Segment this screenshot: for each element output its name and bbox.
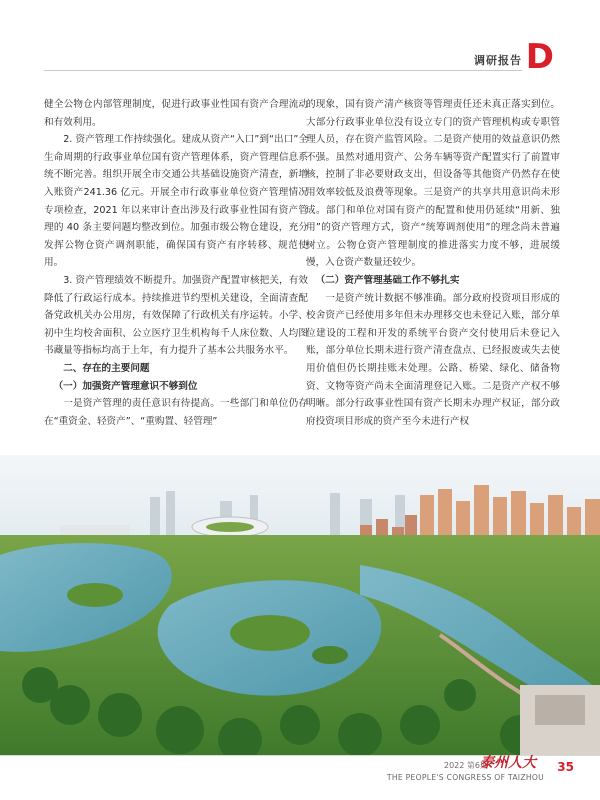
section-heading: 二、存在的主要问题: [63, 362, 150, 374]
issue-label: 2022 第6期: [444, 761, 488, 770]
paragraph: 健全公物仓内部管理制度，促进行政事业性国有资产合理流动和有效利用。: [44, 99, 308, 128]
paragraph: 3. 资产管理绩效不断提升。加强资产配置审核把关，有效降低了行政运行成本。持续推进节约型机关建设，全面清查配备党政机关办公用房，有效保障了行政机关有序运转。小学、初中生均校舍面积、公立医疗卫生机构每千人床位数、人均图书藏量等指标均高于上年，有力提升了基本公共服务水平。: [44, 274, 308, 357]
header-divider: [44, 70, 522, 71]
publication-english-name: THE PEOPLE'S CONGRESS OF TAIZHOU: [386, 773, 544, 782]
paragraph: 一是资产管理的责任意识有待提高。一些部门和单位仍存在“重资金、轻资产”、“重购置、轻管理”: [44, 398, 308, 427]
sub-heading: （一）加强资产管理意识不够到位: [53, 380, 198, 392]
paragraph: 一是资产统计数据不够准确。部分政府投资项目形成的校舍资产已经使用多年但未办理移交也未登记入账，部分单位建设的工程和开发的系统平台资产交付使用后未登记入账，部分单位长期未进行资产清查盘点、已经报废或失去使用价值但仍长期挂账未处理。公路、桥梁、绿化、储备物资、文物等资产尚未全面清理登记入账。二是资产产权不够明晰。部分行政事业性国有资产长期未办理产权证，部分政府投资项目形成的资产至今未进行产权: [306, 292, 560, 427]
section-title: 调研报告: [474, 54, 522, 67]
left-column: [44, 96, 308, 430]
paragraph: 的现象，国有资产清产核资等管理责任还未真正落实到位。大部分行政事业单位没有设立专门的资产管理机构或专职管理人员，存在资产监管风险。二是资产使用的效益意识仍然不强。虽然对通用资产、公务车辆等资产配置实行了前置审核，控制了非必要财政支出，但设备等其他资产仍然存在使用效率较低及浪费等现象。三是资产的共享共用意识尚未形成。部门和单位对国有资产的配置和使用仍延续“用新、独用”的资产管理方式，资产“统筹调剂使用”的理念尚未普遍树立。公物仓资产管理制度的推进落实力度不够，进展缓慢，入仓资产数量还较少。: [306, 99, 560, 269]
paragraph: 2. 资产管理工作持续强化。建成从资产“入口”到“出口”全生命周期的行政事业单位国有资产管理体系，资产管理信息系统不断完善。组织开展全市交通公共基础设施资产清查，新增入账资产241.36 亿元。开展全市行政事业单位资产管理情况专项检查，2021 年以来审计查出涉及行政事业性国有资产管理的 40 条主要问题均整改到位。加强市级公物仓建设，充分发挥公物仓资产调剂职能，确保国有资产有序转移、规范使用。: [44, 134, 308, 269]
aerial-city-photo: [0, 455, 600, 755]
section-badge: [525, 37, 554, 77]
sub-heading: （二）资产管理基础工作不够扎实: [315, 274, 460, 286]
page-number: 35: [557, 760, 574, 774]
publication-logo: 泰州人大: [480, 755, 536, 771]
badge-letter: D: [525, 37, 554, 77]
right-column: [306, 96, 560, 430]
